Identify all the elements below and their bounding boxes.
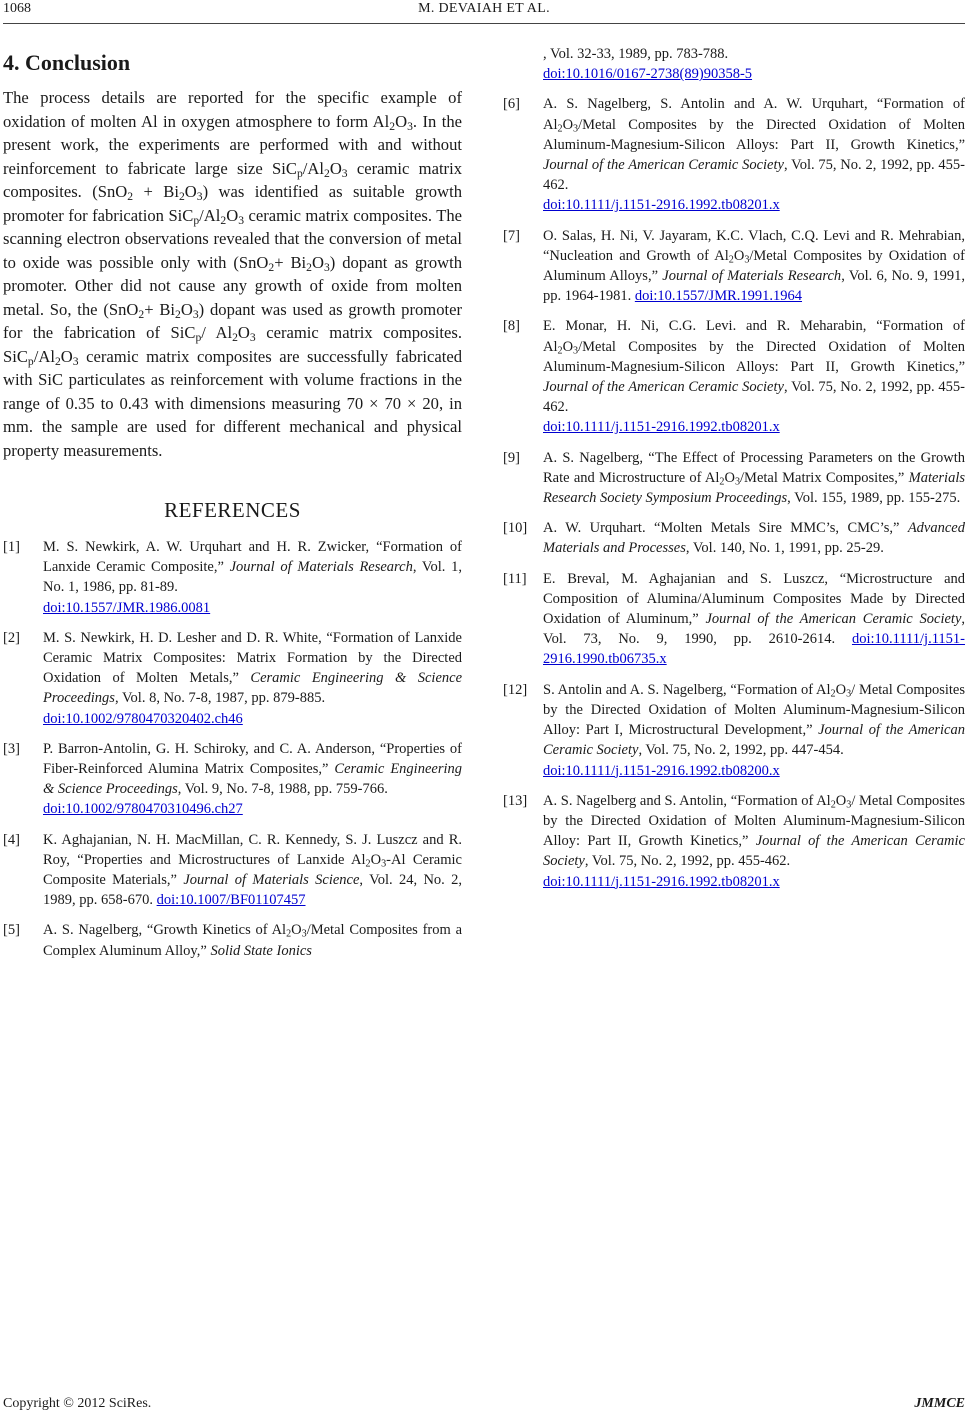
page-number: 1068: [3, 1, 31, 16]
doi-link[interactable]: doi:10.1002/9780470320402.ch46: [43, 710, 243, 727]
doi-link[interactable]: doi:10.1557/JMR.1986.0081: [43, 599, 211, 616]
doi-link[interactable]: doi:10.1002/9780470310496.ch27: [43, 801, 243, 818]
doi-link[interactable]: doi:10.1016/0167-2738(89)90358-5: [543, 66, 753, 83]
reference-item: [12] S. Antolin and A. S. Nagelberg, “Formation of $Al_2O_3/$ Metal Composites by the Directed Oxidation of Molten Aluminum-Magnesium-Silicon Alloy: Part I, Microstructural Development,” Journal of the American Ceramic Society, Vol. 75, No. 2, 1992, pp. 447-454. doi:10.1111/j.1151-2916.1992.tb08200.x: [503, 680, 965, 781]
right-column: [503, 46, 966, 902]
reference-item: [6] A. S. Nagelberg, S. Antolin and A. W. Urquhart, “Formation of $Al_2O_3$/Metal Composites by the Directed Oxidation of Molten Aluminum-Magnesium-Silicon Alloys: Part II, Growth Kinetics,” Journal of the American Ceramic Society, Vol. 75, No. 2, 1992, pp. 455-462. doi:10.1111/j.1151-2916.1992.tb08201.x: [503, 94, 965, 215]
reference-item: [10] A. W. Urquhart. “Molten Metals Sire MMC’s, CMC’s,” Advanced Materials and Processes, Vol. 140, No. 1, 1991, pp. 25-29.: [503, 520, 965, 557]
doi-link[interactable]: doi:10.1111/j.1151-2916.1992.tb08201.x: [543, 419, 780, 436]
reference-item: [13] A. S. Nagelberg and S. Antolin, “Formation of $Al_2O_3/$ Metal Composites by the Directed Oxidation of Molten Aluminum-Magnesium-Silicon Alloy: Part II, Growth Kinetics,” Journal of the American Ceramic Society, Vol. 75, No. 2, 1992, pp. 455-462. doi:10.1111/j.1151-2916.1992.tb08201.x: [503, 791, 965, 892]
left-column: [3, 50, 462, 971]
reference-item: [9] A. S. Nagelberg, “The Effect of Processing Parameters on the Growth Rate and Microstructure of $Al_2O_3$/Metal Matrix Composites,” Materials Research Society Symposium Proceedings, Vol. 155, 1989, pp. 155-275.: [503, 449, 965, 507]
reference-item: [4] K. Aghajanian, N. H. MacMillan, C. R. Kennedy, S. J. Luszcz and R. Roy, “Properties and Microstructures of Lanxide $Al_2O_3-Al$ Ceramic Composite Materials,” Journal of Materials Science, Vol. 24, No. 2, 1989, pp. 658-670. doi:10.1007/BF01107457: [3, 831, 463, 909]
doi-link[interactable]: doi:10.1111/j.1151-2916.1992.tb08201.x: [543, 197, 780, 214]
doi-link[interactable]: doi:10.1557/JMR.1991.1964: [634, 288, 803, 305]
copyright-notice: Copyright © 2012 SciRes.: [3, 1396, 152, 1411]
doi-link[interactable]: doi:10.1111/j.1151-2916.1992.tb08200.x: [543, 762, 780, 779]
journal-abbreviation: JMMCE: [914, 1396, 965, 1411]
doi-link[interactable]: doi:10.1007/BF01107457: [156, 892, 306, 909]
reference-item: [1] M. S. Newkirk, A. W. Urquhart and H. R. Zwicker, “Formation of Lanxide Ceramic Composite,” Journal of Materials Research, Vol. 1, No. 1, 1986, pp. 81-89. doi:10.1557/JMR.1986.0081: [3, 537, 462, 618]
reference-item: [2] M. S. Newkirk, H. D. Lesher and D. R. White, “Formation of Lanxide Ceramic Matrix Composites: Matrix Formation by the Directed Oxidation of Molten Metals,” Ceramic Engineering & Science Proceedings, Vol. 8, No. 7-8, 1987, pp. 879-885. doi:10.1002/9780470320402.ch46: [3, 628, 462, 729]
section-title: 4. Conclusion: [3, 50, 131, 75]
running-header-authors: M. DEVAIAH ET AL.: [418, 1, 550, 16]
header-rule: [3, 23, 965, 24]
reference-item: [3] P. Barron-Antolin, G. H. Schiroky, and C. A. Anderson, “Properties of Fiber-Reinforced Alumina Matrix Composites,” Ceramic Engineering & Science Proceedings, Vol. 9, No. 7-8, 1988, pp. 759-766. doi:10.1002/9780470310496.ch27: [3, 739, 462, 820]
reference-item: [5] A. S. Nagelberg, “Growth Kinetics of $Al_2O_3$/Metal Composites from a Complex Aluminum Alloy,” Solid State Ionics: [3, 922, 463, 959]
page-footer: [3, 1396, 965, 1412]
reference-item: [8] E. Monar, H. Ni, C.G. Levi. and R. Meharabin, “Formation of $Al_2O_3$/Metal Composites by the Directed Oxidation of Molten Aluminum-Magnesium-Silicon Alloys: Part II, Growth Kinetics,” Journal of the American Ceramic Society, Vol. 75, No. 2, 1992, pp. 455-462. doi:10.1111/j.1151-2916.1992.tb08201.x: [503, 316, 965, 437]
doi-link[interactable]: doi:10.1111/j.1151-2916.1990.tb06735.x: [543, 631, 965, 668]
reference-item: [11] E. Breval, M. Aghajanian and S. Luszcz, “Microstructure and Composition of Alumina/Aluminum Composites Made by Directed Oxidation of Aluminum,” Journal of the American Ceramic Society, Vol. 73, No. 9, 1990, pp. 2610-2614. doi:10.1111/j.1151-2916.1990.tb06735.x: [503, 570, 966, 668]
references-title: REFERENCES: [164, 498, 301, 522]
reference-item: [7] O. Salas, H. Ni, V. Jayaram, K.C. Vlach, C.Q. Levi and R. Mehrabian, “Nucleation and Growth of $Al_2O_3$/Metal Composites by Oxidation of Aluminum Alloys,” Journal of Materials Research, Vol. 6, No. 9, 1991, pp. 1964-1981. doi:10.1557/JMR.1991.1964: [503, 227, 965, 305]
conclusion-paragraph: The process details are reported for the specific example of oxidation of molten Al in oxygen atmosphere to form $Al_2O_3$. In the present work, the experiments are performed with and without reinforcement to fabricate large size $SiC_p/Al_2O_3$ ceramic matrix composites. $(SnO_2 + Bi_2O_3)$ was identified as suitable growth promoter for fabrication $SiC_p/Al_2O_3$ ceramic matrix composites. The scanning electron observations revealed that the conversion of metal to oxide was possible only with $(SnO_2+ Bi_2O_3)$ dopant as growth promoter. Other did not cause any growth of oxide from molten metal. So, the $(SnO_2+ Bi_2O_3)$ dopant was used as growth promoter for the fabrication of SiC$_p$/ $Al_2O_3$ ceramic matrix composites. $SiC_p/Al_2O_3$ ceramic matrix composites are successfully fabricated with SiC particulates as reinforcement with volume fractions in the range of 0.35 to 0.43 with dimensions measuring 70 × 70 × 20, in mm. the sample are used for different mechanical and physical property measurements.: [3, 88, 463, 460]
reference-item-continued: , Vol. 32-33, 1989, pp. 783-788. doi:10.1016/0167-2738(89)90358-5: [503, 44, 965, 84]
doi-link[interactable]: doi:10.1111/j.1151-2916.1992.tb08201.x: [543, 873, 780, 890]
